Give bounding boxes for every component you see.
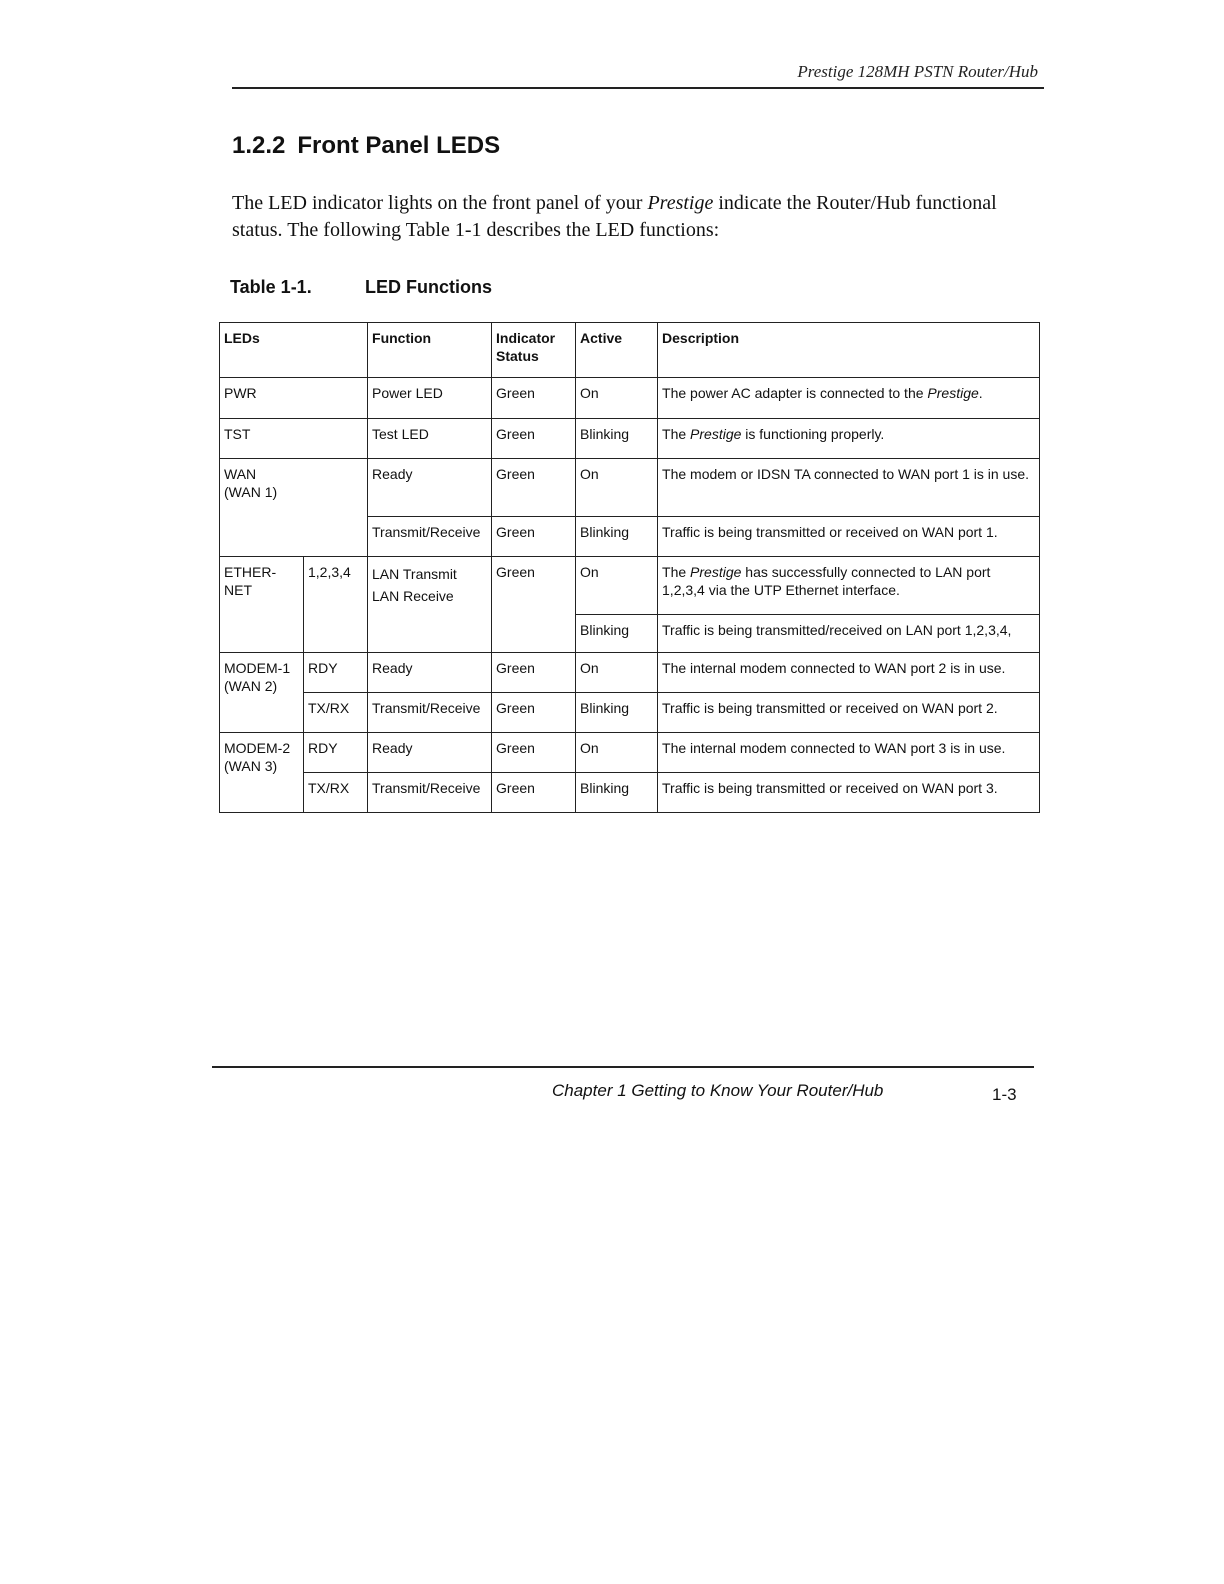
table-caption: [230, 277, 492, 298]
table-row: [220, 653, 1040, 693]
led-status: Green: [492, 378, 576, 419]
led-active: Blinking: [576, 517, 658, 557]
led-function: Power LED: [368, 378, 492, 419]
header-rule: [232, 87, 1044, 89]
led-active: Blinking: [576, 693, 658, 733]
led-description: The internal modem connected to WAN port 3 is in use.: [658, 733, 1040, 773]
led-sub: TX/RX: [304, 773, 368, 813]
table-row: [220, 733, 1040, 773]
intro-text-end: indicate the Router/Hub functional status. The following Table 1-1 describes the LED functions:: [232, 192, 997, 241]
led-active: On: [576, 653, 658, 693]
led-function: Ready: [368, 653, 492, 693]
led-active: On: [576, 459, 658, 517]
led-status: Green: [492, 693, 576, 733]
led-status: Green: [492, 517, 576, 557]
table-row: [220, 419, 1040, 459]
led-name: TST: [220, 419, 368, 459]
section-title: [232, 132, 500, 160]
led-function: LAN Transmit LAN Receive: [368, 557, 492, 653]
led-function: Transmit/Receive: [368, 693, 492, 733]
led-status: Green: [492, 773, 576, 813]
led-description: The internal modem connected to WAN port 2 is in use.: [658, 653, 1040, 693]
led-active: Blinking: [576, 773, 658, 813]
section-title-text: Front Panel LEDS: [297, 132, 501, 159]
led-description: Traffic is being transmitted or received on WAN port 2.: [658, 693, 1040, 733]
led-status: Green: [492, 557, 576, 653]
led-status: Green: [492, 733, 576, 773]
table-caption-title: LED Functions: [365, 277, 492, 297]
led-name: PWR: [220, 378, 368, 419]
led-sub: 1,2,3,4: [304, 557, 368, 653]
led-active: Blinking: [576, 419, 658, 459]
led-status: Green: [492, 459, 576, 517]
table-row: [220, 378, 1040, 419]
led-name: MODEM-2 (WAN 3): [220, 733, 304, 813]
led-function: Transmit/Receive: [368, 517, 492, 557]
led-name: MODEM-1 (WAN 2): [220, 653, 304, 733]
page-number: 1-3: [992, 1085, 1017, 1104]
intro-text-start: The LED indicator lights on the front panel of your: [232, 192, 648, 214]
led-function: Ready: [368, 733, 492, 773]
product-name: Prestige: [647, 192, 714, 214]
header-leds: LEDs: [220, 323, 368, 378]
led-active: Blinking: [576, 615, 658, 653]
table-row: [220, 693, 1040, 733]
led-function: Test LED: [368, 419, 492, 459]
led-function: Transmit/Receive: [368, 773, 492, 813]
led-description: Traffic is being transmitted or received on WAN port 3.: [658, 773, 1040, 813]
table-header-row: [220, 323, 1040, 378]
led-description: Traffic is being transmitted or received on WAN port 1.: [658, 517, 1040, 557]
led-name: WAN (WAN 1): [220, 459, 368, 557]
led-description: The Prestige is functioning properly.: [658, 419, 1040, 459]
header-active: Active: [576, 323, 658, 378]
running-head: Prestige 128MH PSTN Router/Hub: [797, 62, 1038, 81]
led-active: On: [576, 378, 658, 419]
led-name: ETHER- NET: [220, 557, 304, 653]
led-sub: RDY: [304, 733, 368, 773]
led-status: Green: [492, 419, 576, 459]
led-function: Ready: [368, 459, 492, 517]
led-description: The power AC adapter is connected to the Prestige.: [658, 378, 1040, 419]
header-function: Function: [368, 323, 492, 378]
led-active: On: [576, 733, 658, 773]
table-caption-label: Table 1-1.: [230, 277, 312, 297]
led-sub: RDY: [304, 653, 368, 693]
led-functions-table: [219, 322, 1040, 813]
section-number: 1.2.2: [232, 132, 286, 159]
table-row: [220, 773, 1040, 813]
intro-paragraph: [232, 190, 1032, 244]
header-description: Description: [658, 323, 1040, 378]
footer-rule: [212, 1066, 1034, 1068]
led-description: The Prestige has successfully connected to LAN port 1,2,3,4 via the UTP Ethernet interface.: [658, 557, 1040, 615]
footer-chapter: Chapter 1 Getting to Know Your Router/Hub: [552, 1081, 884, 1100]
led-description: The modem or IDSN TA connected to WAN port 1 is in use.: [658, 459, 1040, 517]
led-active: On: [576, 557, 658, 615]
led-description: Traffic is being transmitted/received on LAN port 1,2,3,4,: [658, 615, 1040, 653]
led-sub: TX/RX: [304, 693, 368, 733]
table-row: [220, 557, 1040, 615]
table-row: [220, 459, 1040, 517]
header-indicator-status: Indicator Status: [492, 323, 576, 378]
led-status: Green: [492, 653, 576, 693]
